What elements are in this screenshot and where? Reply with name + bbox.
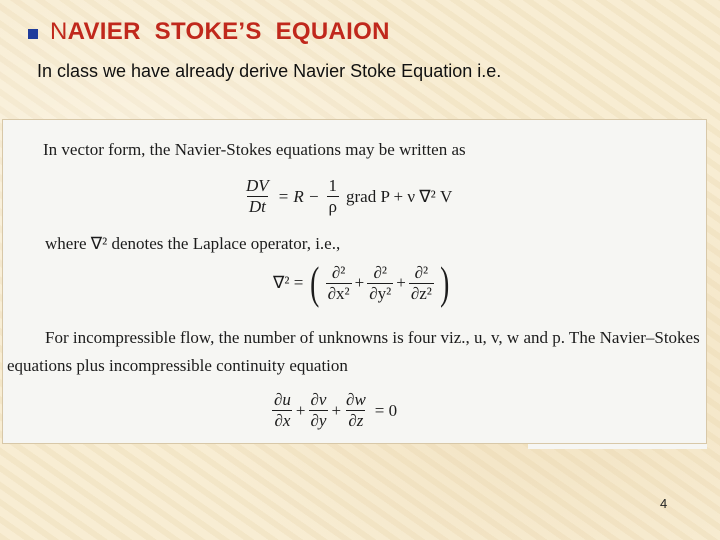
d2-dy2-fraction bbox=[367, 263, 393, 304]
fraction-numerator: ∂v bbox=[310, 390, 327, 409]
fraction-numerator: ∂² bbox=[414, 262, 429, 282]
fraction-denominator: ∂y² bbox=[369, 283, 392, 303]
fraction-numerator: DV bbox=[246, 176, 269, 195]
navier-stokes-equation bbox=[241, 176, 456, 217]
continuity-equation bbox=[269, 390, 401, 431]
laplacian-lhs: ∇² = bbox=[273, 273, 304, 292]
dv-dy-fraction bbox=[309, 390, 329, 431]
equation-middle: = R − bbox=[277, 186, 320, 206]
laplace-operator-equation bbox=[269, 257, 452, 308]
page-number: 4 bbox=[660, 496, 668, 511]
scan-bottom-edge bbox=[528, 444, 707, 449]
square-bullet-icon bbox=[28, 29, 38, 39]
slide-title-text: AVIER STOKE’S EQUAION bbox=[67, 18, 390, 45]
dw-dz-fraction bbox=[344, 390, 368, 431]
fraction-numerator: ∂² bbox=[373, 262, 387, 282]
slide-title bbox=[50, 18, 390, 46]
fraction-numerator: ∂u bbox=[274, 390, 291, 409]
scanned-excerpt bbox=[2, 119, 707, 444]
fraction-numerator: 1 bbox=[328, 176, 337, 195]
excerpt-line-2: where ∇² denotes the Laplace operator, i.e., bbox=[45, 234, 341, 253]
fraction-numerator: ∂² bbox=[331, 262, 346, 282]
dv-dt-fraction bbox=[244, 176, 271, 217]
one-over-rho-fraction bbox=[327, 176, 340, 217]
fraction-denominator: ∂z bbox=[348, 411, 364, 430]
fraction-numerator: ∂w bbox=[346, 390, 366, 409]
left-parenthesis: ( bbox=[310, 257, 320, 308]
plus-sign: + bbox=[295, 400, 306, 420]
slide-subtitle: In class we have already derive Navier Stoke Equation i.e. bbox=[37, 61, 502, 81]
du-dx-fraction bbox=[272, 390, 293, 431]
plus-sign: + bbox=[331, 400, 342, 420]
equation-rhs: grad P + ν ∇² V bbox=[346, 186, 453, 206]
excerpt-line-4: equations plus incompressible continuity equation bbox=[7, 356, 348, 375]
slide-title-initial: N bbox=[50, 18, 68, 45]
d2-dx2-fraction bbox=[326, 263, 352, 304]
right-parenthesis: ) bbox=[439, 257, 450, 308]
d2-dz2-fraction bbox=[409, 263, 434, 304]
fraction-denominator: ∂x bbox=[274, 411, 291, 430]
fraction-denominator: ρ bbox=[328, 197, 337, 216]
fraction-denominator: ∂x² bbox=[327, 283, 350, 303]
title-row bbox=[28, 18, 390, 46]
plus-sign: + bbox=[354, 273, 365, 292]
equals-zero: = 0 bbox=[374, 400, 398, 420]
fraction-denominator: Dt bbox=[248, 197, 266, 216]
fraction-denominator: ∂y bbox=[310, 411, 327, 430]
excerpt-line-3: For incompressible flow, the number of unknowns is four viz., u, v, w and p. The Navier–Stokes bbox=[45, 328, 700, 347]
fraction-denominator: ∂z² bbox=[410, 283, 432, 303]
plus-sign: + bbox=[396, 273, 406, 292]
excerpt-line-1: In vector form, the Navier-Stokes equations may be written as bbox=[43, 140, 466, 159]
